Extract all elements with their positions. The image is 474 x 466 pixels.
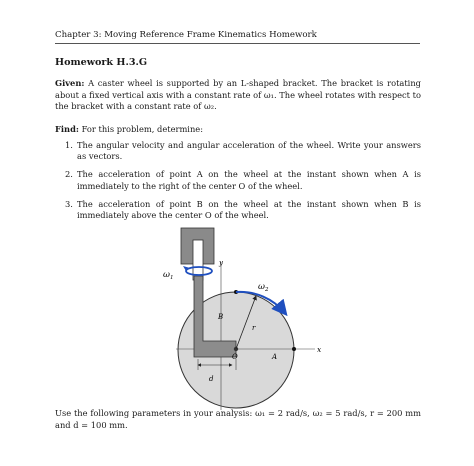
center-o-label: O: [232, 353, 238, 361]
find-text: For this problem, determine:: [78, 124, 204, 134]
omega2-label: $\omega_2$: [258, 282, 269, 293]
omega1-label: $\omega_1$: [163, 270, 174, 281]
question-text: The angular velocity and angular acceleration of the wheel. Write your answers as vectors.: [77, 140, 421, 162]
given-text: A caster wheel is supported by an L-shaped bracket. The bracket is rotating about a fixed vertical axis with a constant rate of ω₁. The wheel rotates with respect to the bracket with a constant rate of ω₂.: [55, 78, 421, 112]
find-label: Find:: [55, 124, 79, 134]
given-label: Given:: [55, 78, 85, 88]
question-text: The acceleration of point B on the wheel at the instant shown when B is immediately above the center O of the wheel.: [77, 198, 421, 221]
chapter-header: Chapter 3: Moving Reference Frame Kinematics Homework: [55, 30, 420, 44]
question-number: 2.: [65, 169, 73, 180]
y-axis-label: y: [219, 259, 223, 267]
homework-title: Homework H.3.G: [55, 57, 148, 68]
question-number: 1.: [65, 140, 73, 150]
dimension-d-label: d: [209, 375, 214, 383]
point-b-label: B: [218, 313, 224, 321]
omega1-arrow-head: [183, 266, 190, 271]
point-a-label: A: [272, 353, 278, 361]
question-text: The acceleration of point A on the wheel at the instant shown when A is immediately to the right of the center O of the wheel.: [77, 169, 421, 191]
question-number: 3.: [65, 198, 73, 209]
radius-label: r: [252, 324, 256, 332]
point-a-dot: [292, 347, 296, 351]
x-axis-label: x: [317, 345, 322, 354]
parameters-paragraph: Use the following parameters in your analysis: ω₁ = 2 rad/s, ω₂ = 5 rad/s, r = 200 mm and d = 100 mm.: [55, 408, 421, 430]
